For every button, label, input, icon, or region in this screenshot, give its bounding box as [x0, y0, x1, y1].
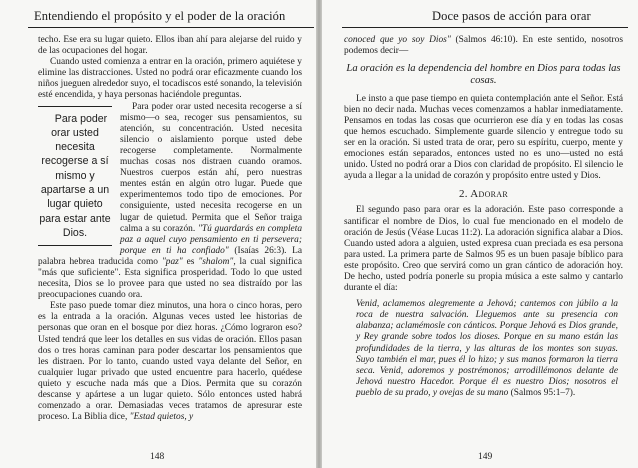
scripture-block: [356, 299, 618, 399]
quoted-word: "shalom": [198, 256, 234, 267]
center-quote: La oración es la dependencia del hombre en Dios para todas las cosas.: [346, 63, 621, 87]
pullquote: Para poder orar usted necesita recogerse a sí mismo y apartarse a un lugar quieto para estar ante Dios.: [38, 106, 112, 247]
scripture-reference: (Salmos 95:1–7).: [510, 387, 576, 398]
paragraph: [38, 301, 302, 423]
body-text: [344, 35, 623, 399]
scripture-text: Venid, aclamemos alegremente a Jehová; cantemos con júbilo a la roca de nuestra salvación. Lleguemos ante su presencia con alabanza; aclamémosle con cánticos. Porque Jehová es Dios grande, y Rey grande sobre todos los dioses. Porque en su mano están las profundidades de la tierra, y las alturas de los montes son suyas. Suyo también el mar, pues él lo hizo; y sus manos formaron la tierra seca. Venid, adoremos y postrémonos; arrodillémonos delante de Jehová nuestro Hacedor. Porque él es nuestro Dios; nosotros el pueblo de su prado, y ovejas de su mano: [356, 299, 618, 398]
scripture-quote: conoced que yo soy Dios": [344, 35, 451, 45]
paragraph-text: (Isaías 26:3). La palabra hebrea traducida como: [38, 245, 303, 267]
scripture-quote: "Tú guardarás en completa paz a aquel cuyo pensamiento en ti persevera; porque en ti ha confiado": [120, 223, 303, 256]
page-number: 148: [150, 452, 165, 462]
header-rule: [28, 27, 314, 28]
header-rule: [342, 27, 628, 28]
page-number: 149: [478, 452, 493, 462]
paragraph: [38, 102, 302, 302]
running-head: Doce pasos de acción para orar: [432, 9, 591, 23]
paragraph-text: Este paso puede tomar diez minutos, una hora o cinco horas, pero es la entrada a la oración. Algunas veces usted lee historias de personas que oran en el bosque por diez horas. ¿Cómo lograron eso? Usted tendrá que leer los detalles en sus vidas de oración. Ellos pasan dos o tres horas caminan para poder descartar los pensamientos que les distraen. Por lo tanto, cuando usted vaya delante del Señor, en cualquier lugar privado que usted encuentre para hacerlo, quédese quieto y escuche nada más que a Dios. Permita que su corazón descanse y apártese a un lugar quieto. Sólo entonces usted habrá comenzado a orar. Demasiadas veces tratamos de apresurar este proceso. La Biblia dice,: [38, 301, 302, 423]
paragraph: Cuando usted comienza a entrar en la oración, primero aquiétese y elimine las distracciones. Usted no podrá orar eficazmente cuando los niños jueguen alrededor suyo, el tocadiscos esté sonando, la televisión esté encendida, y haya personas haciéndole preguntas.: [38, 57, 302, 101]
paragraph: [344, 35, 623, 57]
scripture-quote: "Estad quietos, y: [129, 412, 194, 423]
paragraph-text: Para poder orar usted necesita recogerse a sí mismo—o sea, recoger sus pensamientos, su atención, su concentración. Usted necesita silencio o aislamiento porque usted debe recogerse completamente. Normalmente muchas cosas nos distraen cuando oramos. Nuestros cuerpos están ahí, pero nuestras mentes están en algún otro lugar. Puede que experimentemos todo tipo de emociones. Por consiguiente, usted necesita recogerse en un lugar de quietud. Permita que el Señor traiga calma a su corazón.: [120, 101, 302, 234]
body-text: [38, 35, 302, 423]
quoted-word: "paz": [161, 256, 183, 267]
section-heading: 2. Adorar: [458, 188, 509, 201]
left-page: [0, 0, 316, 468]
paragraph: El segundo paso para orar es la adoración. Este paso corresponde a santificar el nombre de Dios, lo cual fue mencionado en el modelo de oración de Jesús (Véase Lucas 11:2). La adoración significa alabar a Dios. Cuando usted adora a alguien, usted expresa cuan preciada es esa persona para usted. La primera parte de Salmos 95 es un buen pasaje bíblico para este propósito. Creo que servirá como un gran cántico de adoración hoy. De hecho, usted podría ponerle su propia música a este salmo y cantarlo durante el día:: [344, 205, 623, 294]
paragraph: techo. Ese era su lugar quieto. Ellos iban ahí para alejarse del ruido y de las ocupaciones del hogar.: [38, 35, 302, 57]
running-head: Entendiendo el propósito y el poder de la oración: [34, 9, 286, 23]
paragraph-text: (Salmos 46:10). En este sentido, nosotros podemos decir—: [344, 35, 623, 57]
right-page: [322, 0, 638, 468]
paragraph-text: es: [186, 256, 195, 267]
paragraph: Le insto a que pase tiempo en quieta contemplación ante el Señor. Está bien no decir nada. Muchas veces comenzamos a hablar inmediatamente. Pensamos en todas las cosas que ocurrieron ese día y en todas las cosas que hemos escuchado. Simplemente guarde silencio y entregue todo su ser en la oración. Si usted trata de orar, pero su espíritu, cuerpo, mente y emociones están separados, entonces usted no es uno—usted no está unido. Usted no podrá orar a Dios con claridad de propósito. El silencio le ayuda a llegar a la unidad de corazón y propósito entre usted y Dios.: [344, 93, 623, 182]
paragraph-text: , la cual significa "más que suficiente". Esta significa prosperidad. Todo lo que usted necesita, Dios se lo provee para que usted no sea distraído por las preocupaciones cuando ora.: [38, 256, 302, 301]
